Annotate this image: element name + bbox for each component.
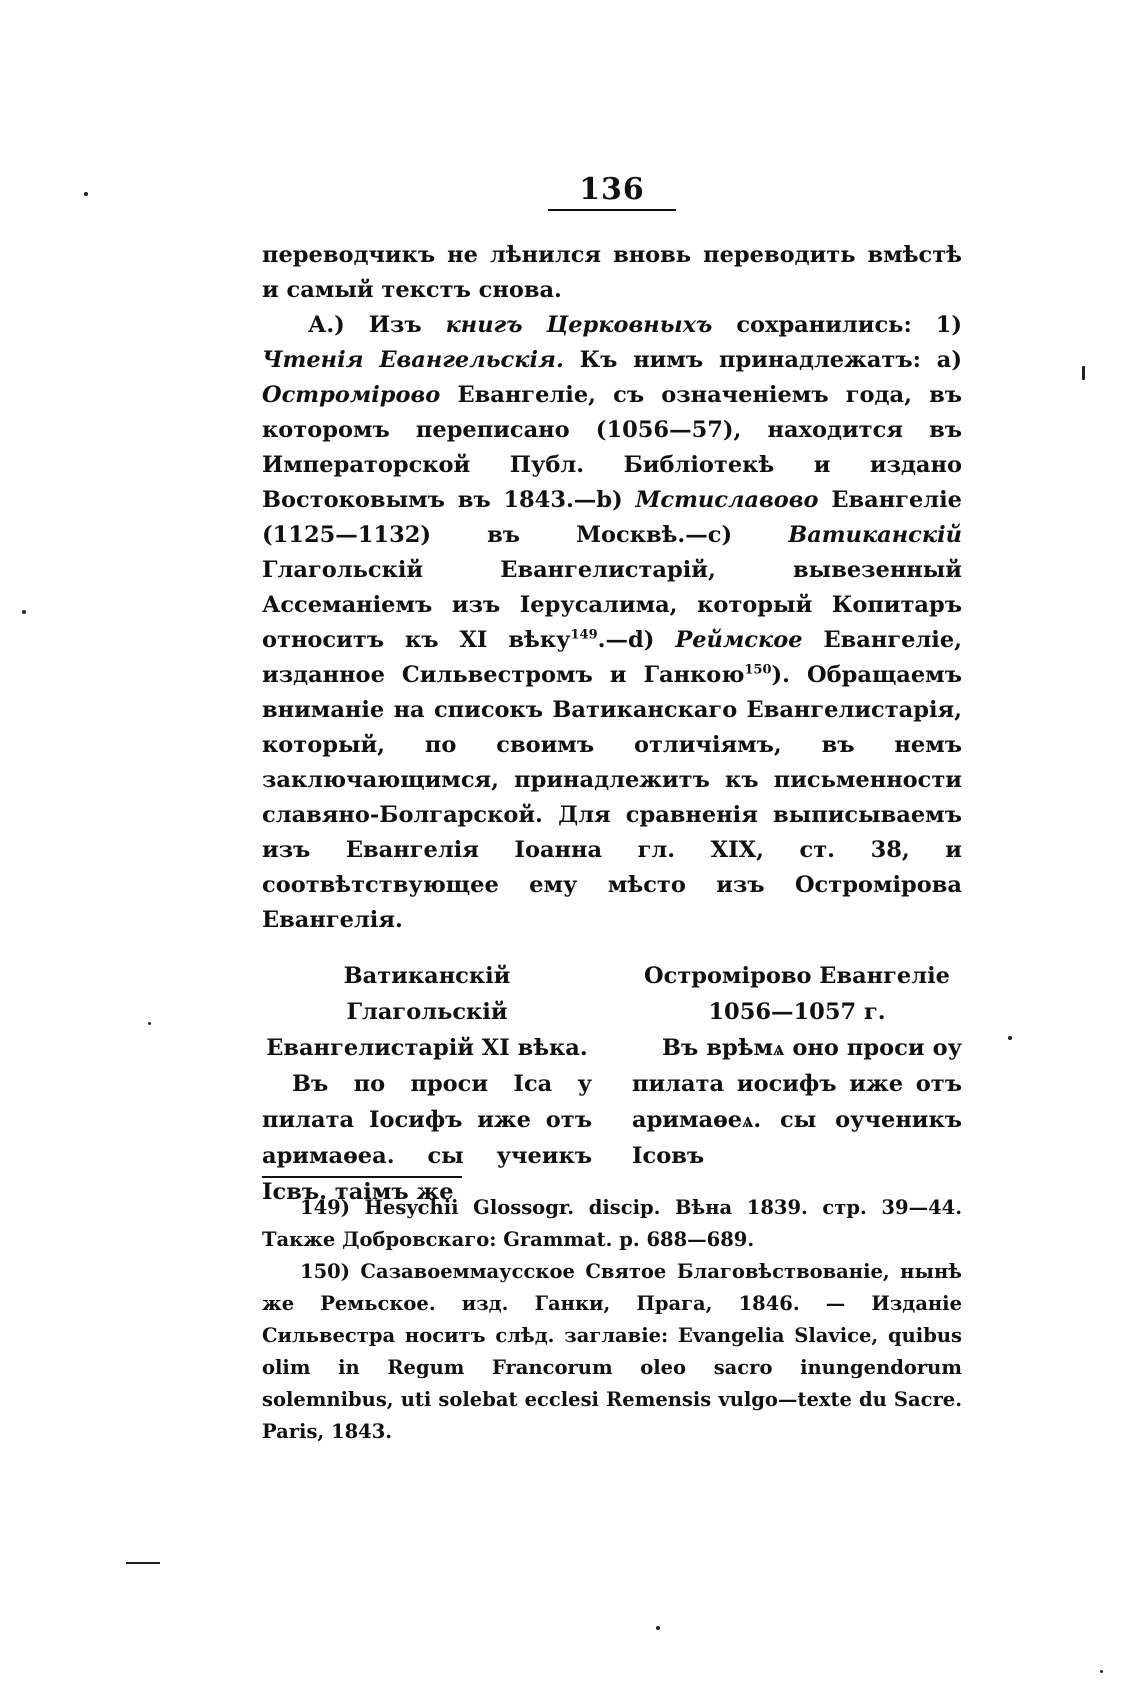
footnote-ref: 150	[744, 662, 772, 678]
scan-speck	[148, 1022, 151, 1025]
italic-term: Мстиславово	[635, 487, 819, 513]
italic-term: Реймское	[675, 627, 803, 653]
column-heading: Евангелистарій XI вѣка.	[266, 1035, 588, 1061]
paragraph-continuation	[262, 238, 962, 308]
main-text	[262, 238, 962, 938]
text-run: Евангеліе, изданное Сильвестромъ и Ганкою	[262, 627, 962, 688]
text-run: Глагольскій Евангелистарій, вывезенный Ассеманіемъ изъ Іерусалима, который Копитаръ относитъ къ XI вѣку	[262, 557, 962, 653]
scan-speck	[84, 192, 88, 196]
column-ostromir	[632, 958, 962, 1210]
column-verse: Въ по проси Іса у пилата Іосифъ иже отъ аримаѳеа. сы учеикъ Ісвъ. таімъ же	[262, 1071, 592, 1205]
page-number: 136	[579, 172, 645, 207]
column-heading: Ватиканскій Глагольскій	[343, 963, 511, 1025]
text-run: Къ нимъ принадлежатъ: а)	[563, 347, 962, 373]
text-run: Евангеліе (1125—1132) въ Москвѣ.—c)	[262, 487, 962, 548]
italic-term: Ватиканскій	[788, 522, 962, 548]
paragraph-church-books	[262, 308, 962, 938]
comparison-columns	[262, 958, 962, 1210]
scan-mark	[126, 1562, 160, 1564]
scan-speck	[656, 1626, 660, 1630]
italic-term: Остромірово	[262, 382, 441, 408]
column-heading: Остромірово Евангеліе	[644, 963, 950, 989]
footnote-149: 149) Hesychii Glossogr. discip. Вѣна 1839. стр. 39—44. Также Добровскаго: Grammat. p. 688—689.	[262, 1196, 962, 1251]
footnote-ref: 149	[570, 627, 598, 643]
text-run: А.) Изъ	[308, 312, 446, 338]
text-run: сохранились: 1)	[712, 312, 962, 338]
column-heading: 1056—1057 г.	[708, 999, 886, 1025]
scan-speck	[22, 610, 26, 614]
column-verse: Въ врѣмѧ оно проси оу пилата иосифъ иже отъ аримаѳеѧ. сы оученикъ Ісовъ	[632, 1035, 962, 1169]
italic-term: Чтенія Евангельскія.	[262, 347, 564, 373]
footnote-rule	[262, 1176, 462, 1178]
footnotes	[262, 1192, 962, 1448]
scan-speck	[1100, 1670, 1103, 1673]
scan-speck	[1082, 366, 1085, 380]
page-number-rule	[548, 209, 676, 211]
text-run: переводчикъ не лѣнился вновь переводить вмѣстѣ и самый текстъ снова.	[262, 242, 962, 303]
text-run: .—d)	[597, 627, 676, 653]
scan-speck	[1008, 1036, 1012, 1040]
column-vatican	[262, 958, 592, 1210]
footnote-150: 150) Сазавоеммаусское Святое Благовѣствованіе, нынѣ же Ремьское. изд. Ганки, Прага, 1846. — Изданіе Сильвестра носитъ слѣд. заглавіе: Evangelia Slavice, quibus olim in Regum Francorum oleo sacro inungendorum solemnibus, uti solebat ecclesi Remensis vulgo—texte du Sacre. Paris, 1843.	[262, 1260, 962, 1443]
text-run: Евангеліе, съ означеніемъ года, въ которомъ переписано (1056—57), находится въ Императорской Публ. Библіотекѣ и издано Востоковымъ въ 1843.—b)	[262, 382, 962, 513]
italic-term: книгъ Церковныхъ	[445, 312, 713, 338]
text-run: ). Обращаемъ вниманіе на списокъ Ватиканскаго Евангелистарія, который, по своимъ отличіямъ, въ немъ заключающимся, принадлежитъ къ письменности славяно-Болгарской. Для сравненія выписываемъ изъ Евангелія Іоанна гл. XIX, ст. 38, и соотвѣтствующее ему мѣсто изъ Остромірова Евангелія.	[262, 662, 962, 933]
